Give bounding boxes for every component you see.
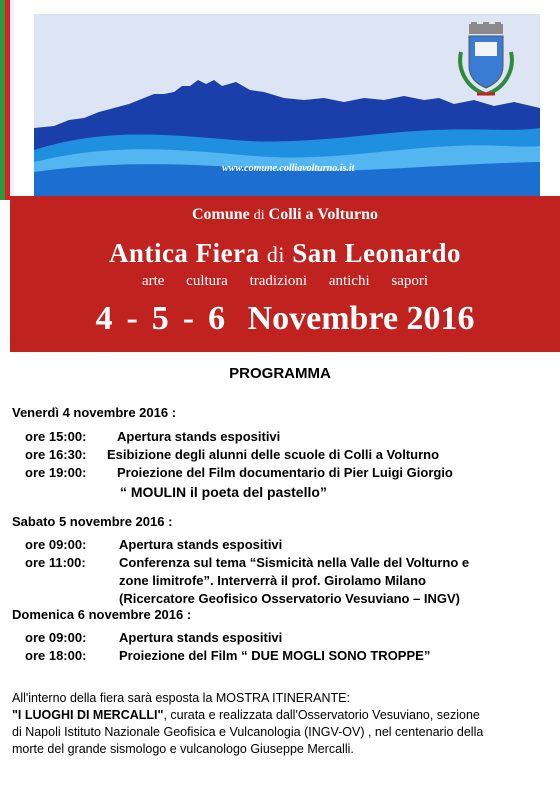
- comune-name: Colli a Volturno: [268, 206, 379, 223]
- date-sep-2: -: [182, 300, 195, 337]
- schedule-item: [25, 648, 430, 663]
- item-text: Apertura stands espositivi: [119, 537, 283, 552]
- item-text: Proiezione del Film documentario di Pier Luigi Giorgio: [117, 465, 453, 480]
- date-day-2: 5: [151, 300, 169, 337]
- item-time: ore 19:00:: [25, 465, 87, 480]
- comune-di: di: [253, 208, 265, 223]
- programma-heading: PROGRAMMA: [229, 365, 331, 382]
- schedule-item: [25, 447, 439, 462]
- coat-of-arms-icon: [455, 22, 517, 100]
- schedule-item-continued: zone limitrofe”. Interverrà il prof. Girolamo Milano: [119, 573, 426, 588]
- poster-header: [0, 0, 560, 352]
- schedule-item: [25, 429, 280, 444]
- schedule-item: [25, 630, 282, 645]
- schedule-item-continued: (Ricercatore Geofisico Osservatorio Vesuviano – INGV): [119, 591, 461, 606]
- exhibition-line-3: di Napoli Istituto Nazionale Geofisica e Vulcanologia (INGV-OV) , nel centenario della: [12, 725, 484, 739]
- exhibition-line-1: All'interno della fiera sarà esposta la MOSTRA ITINERANTE:: [12, 691, 350, 705]
- date-day-1: 4: [95, 300, 113, 337]
- item-time: ore 16:30:: [25, 447, 87, 462]
- event-title-b: San Leonardo: [292, 238, 462, 268]
- day-title-sunday: Domenica 6 novembre 2016 :: [12, 607, 192, 622]
- title-banner: [10, 196, 560, 352]
- schedule-item: [25, 465, 453, 480]
- day-title-friday: Venerdì 4 novembre 2016 :: [12, 405, 177, 420]
- film-title-moulin: “ MOULIN il poeta del pastello”: [120, 484, 327, 500]
- item-time: ore 09:00:: [25, 630, 87, 645]
- item-time: ore 09:00:: [25, 537, 87, 552]
- exhibition-title: "I LUOGHI DI MERCALLI": [12, 708, 164, 722]
- item-text: Esibizione degli alunni delle scuole di Colli a Volturno: [107, 447, 440, 462]
- tagline-cultura: cultura: [186, 273, 228, 289]
- schedule-item: [25, 555, 469, 570]
- event-title-di: di: [266, 242, 286, 267]
- date-sep-1: -: [126, 300, 138, 337]
- event-dates: [10, 300, 560, 338]
- exhibition-line-4: morte del grande sismologo e vulcanologo Giuseppe Mercalli.: [12, 742, 354, 756]
- event-title-a: Antica Fiera: [108, 238, 260, 268]
- date-day-3: 6: [208, 300, 226, 337]
- item-text: Apertura stands espositivi: [119, 630, 283, 645]
- schedule-item: [25, 537, 282, 552]
- exhibition-note: [12, 690, 552, 758]
- item-text: Conferenza sul tema “Sismicità nella Valle del Volturno e: [119, 555, 470, 570]
- taglines: [10, 273, 560, 290]
- tagline-arte: arte: [141, 273, 165, 289]
- tagline-sapori: antichi sapori: [328, 273, 429, 289]
- event-title: [10, 238, 560, 269]
- website-url[interactable]: www.comune.colliavolturno.is.it: [222, 163, 355, 174]
- item-time: ore 18:00:: [25, 648, 87, 663]
- comune-word: Comune: [191, 206, 250, 223]
- item-time: ore 11:00:: [25, 555, 86, 570]
- exhibition-line-2-text: , curata e realizzata dall'Osservatorio Vesuviano, sezione: [163, 708, 480, 722]
- comune-title: [10, 206, 560, 224]
- tagline-tradizioni: tradizioni: [249, 273, 308, 289]
- item-text: Proiezione del Film “ DUE MOGLI SONO TROPPE”: [119, 648, 431, 663]
- item-text: Apertura stands espositivi: [117, 429, 281, 444]
- day-title-saturday: Sabato 5 novembre 2016 :: [12, 514, 173, 529]
- exhibition-line-2: [12, 707, 552, 724]
- item-time: ore 15:00:: [25, 429, 87, 444]
- date-month-year: Novembre 2016: [247, 300, 475, 337]
